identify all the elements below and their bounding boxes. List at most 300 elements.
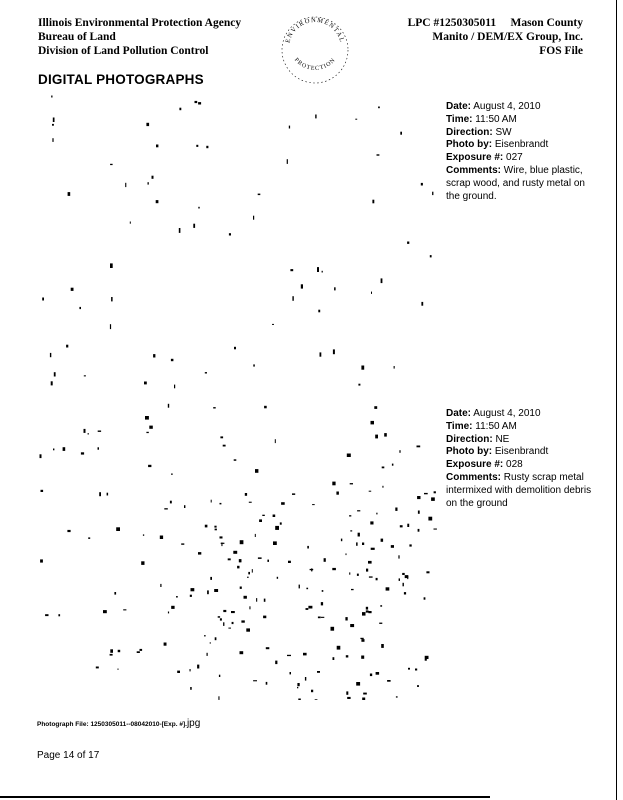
- photo-speck: [210, 642, 211, 643]
- photo-speck: [392, 464, 394, 466]
- photo-speck: [223, 445, 226, 447]
- photo-speck: [356, 682, 360, 686]
- photo-speck: [137, 651, 140, 653]
- photo-speck: [53, 449, 54, 451]
- photo-speck: [240, 651, 244, 654]
- photo-speck: [146, 432, 148, 433]
- photo-speck: [176, 596, 178, 597]
- photo-speck: [421, 302, 423, 306]
- photo-speck: [218, 616, 220, 618]
- photo-speck: [430, 255, 432, 257]
- photo-speck: [391, 545, 394, 548]
- photo-speck: [298, 699, 301, 701]
- photo-speck: [418, 529, 420, 532]
- photo-speck: [408, 668, 410, 670]
- photo-speck: [232, 622, 234, 624]
- photo-speck: [240, 587, 242, 589]
- photo-speck: [174, 385, 175, 389]
- photo-speck: [332, 482, 335, 486]
- photo-speck: [184, 505, 185, 508]
- photo-speck: [363, 693, 367, 695]
- photo-speck: [66, 345, 68, 348]
- photo-speck: [312, 504, 315, 505]
- photo-speck: [179, 108, 181, 111]
- photo-speck: [275, 526, 279, 530]
- photo-speck: [334, 287, 336, 290]
- photo-speck: [322, 590, 324, 592]
- photo-speck: [258, 194, 261, 196]
- photo-speck: [218, 696, 219, 700]
- photo-speck: [156, 200, 159, 203]
- photo-speck: [51, 96, 52, 98]
- photo-speck: [356, 542, 358, 545]
- photo-speck: [355, 119, 357, 120]
- photo-by-label: Photo by:: [446, 139, 493, 151]
- photo-speck: [297, 683, 299, 686]
- photo-speck: [349, 515, 351, 516]
- photo-speck: [321, 602, 323, 605]
- photo-speck: [370, 674, 372, 677]
- photo-speck: [384, 433, 387, 437]
- photo-speck: [362, 543, 364, 546]
- direction-value: SW: [495, 126, 512, 138]
- photo-speck: [318, 617, 321, 619]
- photo-speck: [110, 164, 113, 165]
- photo-speck: [98, 447, 100, 449]
- photo-speck: [215, 529, 217, 531]
- photo-speck: [148, 465, 151, 467]
- photo-speck: [153, 354, 155, 357]
- photo-speck: [275, 439, 276, 443]
- photo-speck: [63, 447, 66, 451]
- photo-speck: [146, 123, 149, 126]
- photo-speck: [369, 576, 373, 577]
- photo-speck: [52, 124, 54, 126]
- photo-speck: [244, 596, 247, 599]
- exposure-label: Exposure #:: [446, 152, 504, 164]
- photo-speck: [346, 655, 349, 657]
- photo-speck: [110, 654, 113, 656]
- photo-speck: [160, 536, 163, 540]
- date-value: August 4, 2010: [473, 408, 541, 419]
- photo-speck: [404, 592, 406, 594]
- photo-speck: [111, 297, 113, 301]
- photo-speck: [308, 606, 312, 609]
- photo-2-info: [446, 408, 596, 510]
- photo-speck: [223, 610, 226, 612]
- photo-speck: [196, 145, 198, 147]
- seal-top-text: ENVIRONMENTAL: [284, 16, 346, 44]
- photo-speck: [403, 583, 404, 587]
- photo-speck: [347, 454, 351, 458]
- photo-speck: [311, 568, 312, 571]
- site-header: [408, 16, 583, 58]
- agency-seal: [280, 8, 350, 84]
- photo-speck: [205, 372, 207, 373]
- photo-speck: [311, 690, 313, 693]
- photo-speck: [315, 115, 316, 119]
- photo-speck: [350, 483, 353, 484]
- site-name: Manito / DEM/EX Group, Inc.: [432, 31, 583, 43]
- time-value: 11:50 AM: [475, 113, 517, 125]
- photo-speck: [221, 543, 225, 544]
- photo-speck: [371, 548, 375, 550]
- photo-speck: [299, 585, 300, 589]
- photo-speck: [171, 359, 174, 361]
- photo-speck: [417, 685, 419, 687]
- photo-speck: [421, 183, 423, 186]
- photo-speck: [333, 349, 335, 354]
- photo-speck: [400, 525, 403, 527]
- direction-value: NE: [495, 433, 510, 445]
- photo-speck: [54, 372, 56, 376]
- photo-speck: [290, 269, 293, 271]
- photo-speck: [381, 644, 384, 648]
- photo-speck: [246, 628, 250, 631]
- photo-speck: [399, 450, 400, 453]
- photo-speck: [336, 492, 339, 495]
- photo-speck: [361, 639, 364, 642]
- photo-speck: [264, 406, 267, 409]
- photo-speck: [255, 469, 258, 473]
- photo-speck: [266, 647, 270, 649]
- photo-speck: [317, 267, 319, 272]
- agency-header: [38, 16, 241, 58]
- photo-speck: [272, 324, 274, 325]
- photo-speck: [424, 493, 428, 494]
- photo-speck: [375, 435, 378, 439]
- photo-speck: [349, 572, 350, 574]
- photo-speck: [287, 159, 288, 164]
- photo-speck: [193, 224, 195, 228]
- photo-speck: [418, 511, 420, 514]
- photo-speck: [292, 493, 295, 495]
- exposure-value: 028: [506, 459, 523, 471]
- photo-speck: [204, 635, 206, 636]
- photo-speck: [322, 271, 323, 273]
- photo-speck: [123, 609, 126, 610]
- photo-speck: [223, 622, 224, 626]
- photo-speck: [431, 497, 435, 501]
- photo-speck: [347, 697, 350, 699]
- photo-speck: [253, 680, 257, 681]
- photo-speck: [116, 527, 120, 531]
- photo-speck: [417, 496, 420, 499]
- photo-speck: [402, 573, 405, 575]
- file-label: Photograph File: 1250305011--08042010-[Exp. #].: [37, 721, 187, 728]
- photo-speck: [273, 515, 276, 518]
- photo-speck: [320, 352, 322, 356]
- photo-speck: [332, 568, 336, 570]
- photo-speck: [407, 242, 409, 244]
- photo-speck: [233, 551, 237, 554]
- photo-speck: [370, 521, 373, 524]
- photo-speck: [234, 459, 237, 461]
- exposure-value: 027: [506, 152, 523, 164]
- photo-speck: [214, 526, 216, 528]
- photo-speck: [211, 500, 212, 503]
- photo-speck: [351, 589, 354, 590]
- photo-speck: [395, 508, 397, 511]
- photo-speck: [99, 492, 101, 496]
- photo-speck: [160, 584, 161, 587]
- agency-name: Illinois Environmental Protection Agency: [38, 17, 242, 29]
- photo-speck: [262, 515, 265, 516]
- photo-speck: [426, 571, 429, 573]
- photo-speck: [253, 216, 254, 220]
- photo-speck: [368, 561, 372, 564]
- photo-speck: [259, 519, 262, 522]
- photo-speck: [379, 623, 382, 624]
- comments-label: Comments:: [446, 471, 502, 483]
- time-label: Time:: [446, 113, 473, 125]
- photo-speck: [331, 627, 335, 631]
- photo-1-info: [446, 101, 596, 203]
- photo-speck: [305, 677, 306, 681]
- photo-speck: [164, 508, 168, 509]
- photo-speck: [366, 569, 368, 572]
- photo-speck: [372, 200, 374, 204]
- photo-speck: [228, 628, 231, 629]
- photo-speck: [264, 599, 266, 602]
- bottom-rule: [0, 796, 490, 798]
- photo-speck: [273, 541, 277, 545]
- photo-speck: [369, 491, 372, 492]
- photo-speck: [315, 699, 318, 700]
- photo-speck: [198, 552, 201, 555]
- photo-speck: [387, 680, 391, 682]
- photo-speck: [289, 126, 290, 129]
- photo-speck: [434, 491, 436, 493]
- photo-speck: [149, 426, 153, 429]
- photo-speck: [143, 534, 144, 535]
- photo-speck: [382, 486, 383, 488]
- svg-text:PROTECTION: [293, 57, 337, 72]
- photo-speck: [206, 146, 208, 148]
- photo-speck: [428, 517, 432, 521]
- photo-speck: [239, 559, 242, 562]
- photo-speck: [376, 513, 377, 515]
- photo-speck: [168, 404, 169, 408]
- photo-speck: [297, 687, 298, 688]
- photo-speck: [337, 646, 341, 650]
- photo-speck: [361, 366, 364, 370]
- photo-speck: [425, 656, 429, 659]
- photo-speck: [117, 669, 118, 670]
- photo-speck: [417, 446, 421, 448]
- photo-speck: [350, 530, 352, 531]
- bureau-name: Bureau of Land: [38, 31, 116, 43]
- photo-by-value: Eisenbrandt: [494, 139, 549, 151]
- photo-speck: [333, 657, 335, 660]
- photo-speck: [399, 578, 400, 581]
- photo-speck: [357, 510, 360, 511]
- photo-speck: [42, 298, 44, 301]
- photo-speck: [214, 589, 218, 592]
- date-label: Date:: [446, 408, 472, 419]
- photo-speck: [358, 384, 360, 386]
- photo-speck: [249, 502, 252, 503]
- photo-speck: [358, 533, 360, 537]
- photo-speck: [50, 353, 51, 357]
- svg-text:ENVIRONMENTAL: [285, 17, 346, 44]
- photo-speck: [197, 665, 199, 669]
- comments-label: Comments:: [446, 164, 502, 176]
- photo-2-image: [38, 400, 438, 700]
- photo-speck: [400, 132, 402, 135]
- photo-speck: [434, 529, 437, 530]
- photo-speck: [303, 653, 307, 656]
- photo-speck: [168, 612, 169, 614]
- photo-speck: [287, 655, 291, 656]
- direction-label: Direction:: [446, 433, 493, 445]
- photo-speck: [277, 577, 278, 579]
- division-name: Division of Land Pollution Control: [38, 45, 209, 57]
- photo-speck: [107, 493, 109, 496]
- photo-speck: [256, 598, 257, 602]
- photo-speck: [231, 611, 235, 613]
- photo-speck: [317, 671, 320, 673]
- photo-speck: [58, 614, 60, 616]
- photo-speck: [237, 566, 239, 569]
- file-extension: jpg: [186, 718, 201, 729]
- photo-speck: [376, 672, 380, 675]
- photo-speck: [110, 649, 113, 653]
- photo-speck: [407, 524, 409, 527]
- comments-value: Wire, blue plastic, scrap wood, and rusty metal on the ground.: [446, 164, 585, 202]
- photo-speck: [229, 233, 231, 235]
- photo-speck: [321, 617, 324, 618]
- photo-speck: [362, 698, 365, 701]
- photo-speck: [301, 284, 303, 288]
- photo-speck: [114, 592, 116, 595]
- photo-speck: [377, 154, 380, 155]
- photo-speck: [213, 407, 216, 408]
- photo-speck: [378, 107, 380, 109]
- photo-speck: [381, 539, 384, 542]
- photo-by-label: Photo by:: [446, 446, 493, 458]
- photo-speck: [376, 578, 378, 580]
- photo-speck: [98, 431, 101, 432]
- direction-label: Direction:: [446, 126, 493, 138]
- exposure-label: Exposure #:: [446, 459, 504, 471]
- photo-speck: [382, 467, 385, 469]
- page-title: DIGITAL PHOTOGRAPHS: [38, 72, 204, 87]
- photo-speck: [190, 595, 192, 597]
- photo-speck: [252, 569, 253, 573]
- photo-speck: [81, 452, 84, 454]
- photo-speck: [371, 421, 375, 425]
- photo-speck: [177, 671, 180, 673]
- photo-speck: [215, 637, 217, 640]
- photo-speck: [52, 138, 53, 142]
- photo-speck: [190, 669, 191, 671]
- photo-speck: [350, 624, 354, 627]
- photo-speck: [368, 611, 371, 613]
- photo-speck: [324, 558, 326, 562]
- photo-speck: [198, 207, 199, 209]
- photo-speck: [374, 406, 377, 409]
- photo-speck: [110, 324, 111, 329]
- photo-speck: [181, 543, 184, 544]
- photo-1-image: [38, 90, 438, 390]
- photo-speck: [346, 553, 347, 555]
- photo-speck: [241, 620, 244, 622]
- photo-speck: [96, 667, 99, 669]
- photo-speck: [366, 607, 368, 610]
- photo-speck: [220, 536, 223, 538]
- photo-speck: [219, 675, 220, 677]
- photo-speck: [396, 696, 398, 697]
- photo-speck: [357, 574, 359, 576]
- date-value: August 4, 2010: [473, 101, 541, 112]
- photo-speck: [190, 687, 192, 690]
- photo-speck: [292, 296, 293, 301]
- photo-speck: [288, 561, 291, 563]
- photo-by-value: Eisenbrandt: [494, 446, 549, 458]
- photo-speck: [366, 610, 369, 612]
- photo-speck: [88, 537, 90, 539]
- photo-speck: [361, 656, 364, 659]
- photo-speck: [362, 612, 366, 616]
- photo-speck: [275, 661, 277, 665]
- photograph-file-name: [37, 718, 200, 729]
- photo-speck: [207, 590, 209, 594]
- photo-speck: [79, 307, 81, 309]
- photo-speck: [318, 310, 320, 313]
- photo-speck: [195, 101, 198, 103]
- photo-speck: [281, 502, 285, 505]
- photo-speck: [220, 436, 223, 438]
- photo-speck: [118, 650, 121, 652]
- photo-speck: [386, 587, 390, 590]
- photo-speck: [71, 288, 74, 291]
- seal-bottom-text: PROTECTION: [292, 57, 338, 72]
- photo-speck: [409, 544, 411, 546]
- photo-speck: [290, 672, 292, 674]
- photo-speck: [234, 347, 236, 350]
- photo-speck: [207, 653, 208, 656]
- photo-speck: [263, 616, 266, 619]
- photo-speck: [432, 192, 433, 195]
- photo-speck: [45, 614, 48, 616]
- photo-speck: [249, 606, 250, 609]
- photo-speck: [424, 597, 426, 599]
- photo-speck: [220, 503, 222, 505]
- photo-speck: [125, 183, 126, 187]
- photo-speck: [110, 263, 113, 268]
- photo-speck: [191, 588, 195, 591]
- photo-speck: [152, 176, 154, 179]
- photo-speck: [41, 490, 44, 492]
- photo-speck: [220, 618, 222, 620]
- photo-speck: [371, 292, 372, 294]
- photo-speck: [130, 222, 131, 224]
- photo-speck: [171, 474, 173, 475]
- photo-speck: [307, 546, 309, 549]
- photo-speck: [341, 539, 342, 542]
- photo-speck: [405, 575, 409, 578]
- photo-speck: [141, 561, 144, 565]
- photo-speck: [84, 429, 86, 433]
- photo-speck: [247, 577, 249, 578]
- photo-speck: [253, 364, 255, 366]
- photo-speck: [205, 525, 208, 528]
- file-type: FOS File: [539, 45, 583, 57]
- page-number: Page 14 of 17: [37, 750, 100, 761]
- photo-speck: [248, 572, 250, 575]
- photo-speck: [51, 381, 53, 385]
